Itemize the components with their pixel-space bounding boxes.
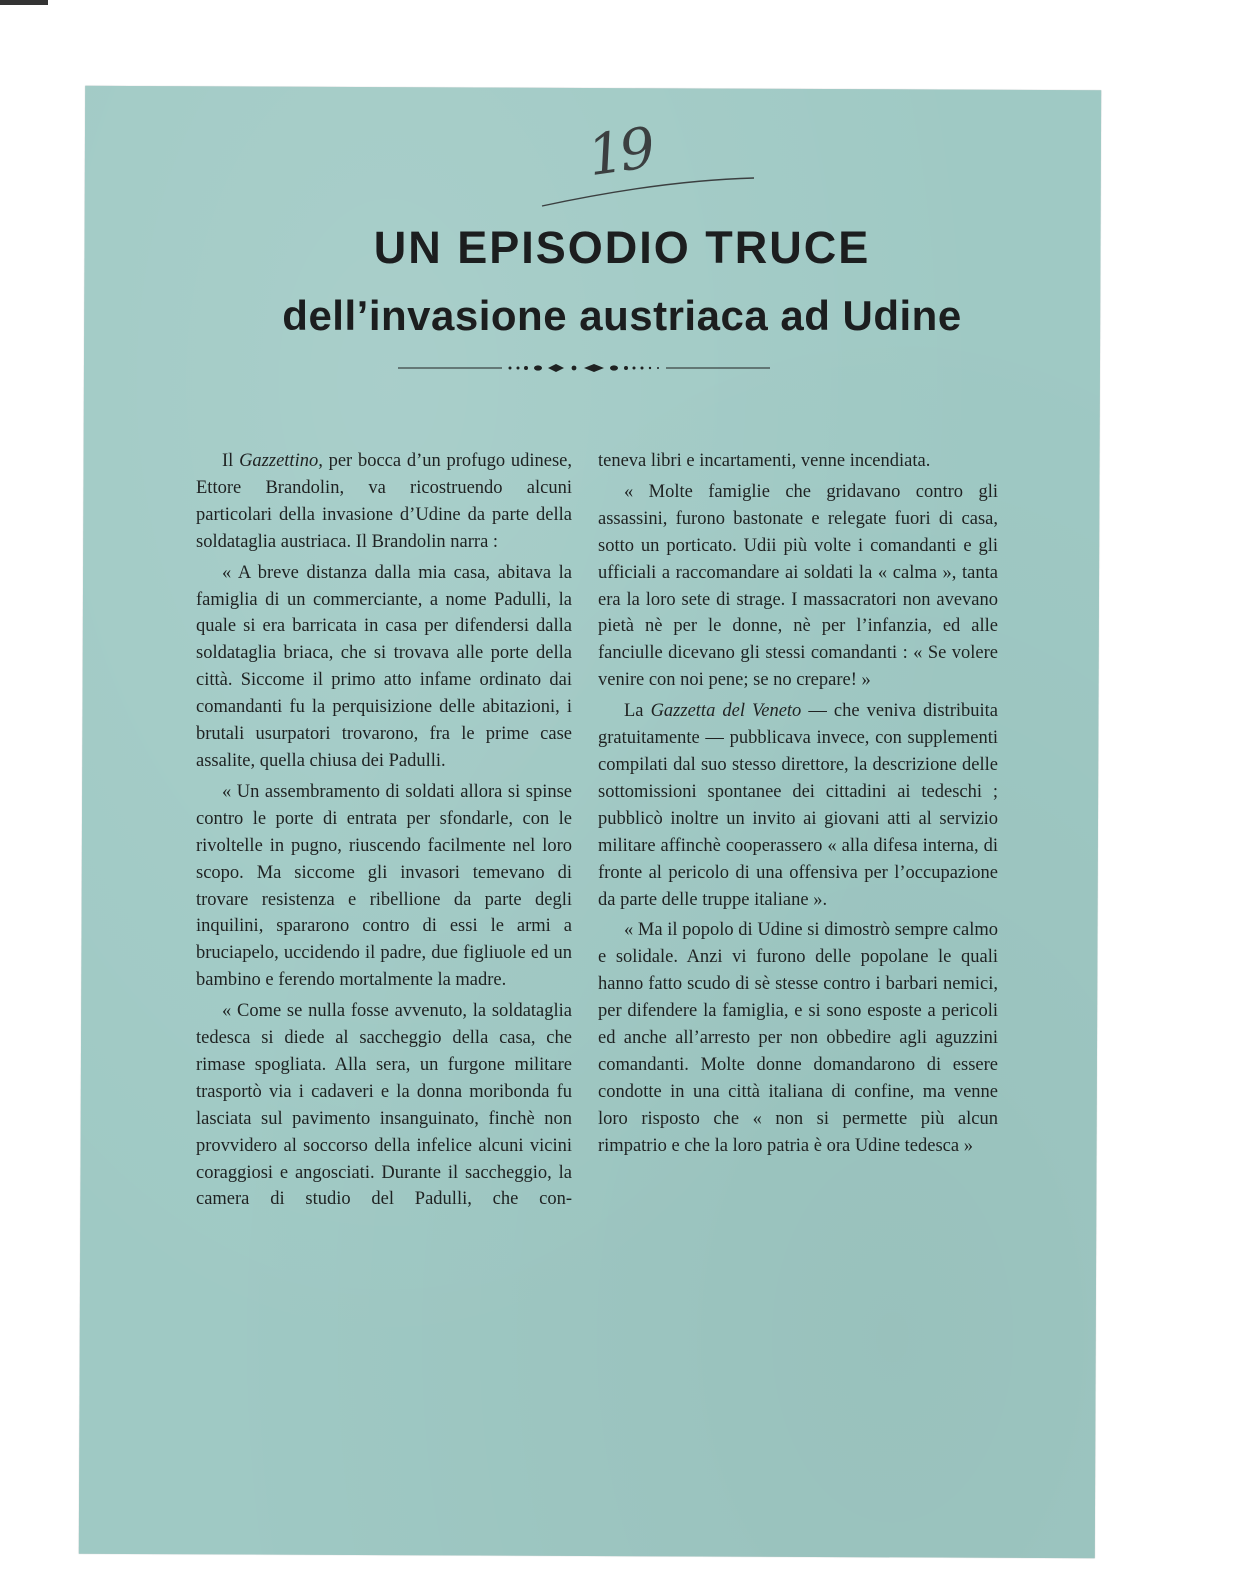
paragraph: « Come se nulla fosse avvenuto, la soldataglia tedesca si diede al saccheggio della casa, che rimase spogliata. Alla sera, un furgone militare trasportò via i cadaveri e la donna moribonda fu lasciata sul pavimento insanguinato, finchè non provvidero al soccorso della infelice alcuni vicini coraggiosi e angosciati. Durante il saccheggio, la camera di studio del Padulli, che con- — [196, 1001, 572, 1210]
ornamental-rule — [398, 358, 770, 383]
paragraph-text: — che veniva distribuita gratuitamente — pubblicava invece, con supplementi compilati dal suo stesso direttore, la descrizione delle sottomissioni spontanee dei cittadini ai tedeschi ; pubblicò inoltre un invito ai giovani atti al servizio militare affinchè cooperassero « alla difesa interna, di fronte al pericolo di una offensiva per l’occupazione da parte delle truppe italiane ». — [598, 701, 998, 910]
paragraph-text: La — [624, 701, 651, 722]
article-column-left — [196, 448, 572, 1217]
newspaper-name: Gazzettino, — [239, 451, 323, 471]
headline: UN EPISODIO TRUCE — [373, 222, 871, 273]
subheadline: dell’invasione austriaca ad Udine — [282, 292, 962, 339]
paragraph: « Ma il popolo di Udine si dimostrò sempre calmo e solidale. Anzi vi furono delle popolane le quali hanno fatto scudo di sè stesse contro i barbari nemici, per difendere la famiglia, e si sono esposte a pericoli ed anche all’arresto per non obbedire agli aguzzini comandanti. Molte donne domandarono di essere condotte in una città italiana di confine, ma venne loro risposto che « non si permette più alcun rimpatrio e che la loro patria è ora Udine tedesca » — [598, 920, 998, 1156]
paragraph: teneva libri e incartamenti, venne incendiata. — [598, 451, 931, 471]
scan-edge-mark — [0, 0, 48, 5]
handwritten-page-number: 19 — [583, 115, 656, 190]
paragraph — [598, 698, 998, 913]
paragraph: « Un assembramento di soldati allora si spinse contro le porte di entrata per sfondarle, con le rivoltelle in pugno, riuscendo facilmente nel loro scopo. Ma siccome gli invasori temevano di trovare resistenza e ribellione da parte degli inquilini, spararono contro di essi le armi a bruciapelo, uccidendo il padre, due figliuole ed un bambino e ferendo mortalmente la madre. — [196, 781, 572, 991]
paragraph: « Molte famiglie che gridavano contro gli assassini, furono bastonate e relegate fuori di casa, sotto un porticato. Udii più volte i comandanti e gli ufficiali a raccomandare ai soldati la « calma », tanta era la loro sete di strage. I massacratori non avevano pietà nè per le donne, nè per l’infanzia, ed alle fanciulle dicevano gli stessi comandanti : « Se volere venire con noi pene; se no crepare! » — [598, 481, 998, 691]
paragraph: « A breve distanza dalla mia casa, abitava la famiglia di un commerciante, a nome Padulli, la quale si era barricata in casa per difendersi dalla soldataglia briaca, che si trovava alle porte della città. Siccome il primo atto infame ordinato dai comandanti fu la perquisizione delle abitazioni, i brutali usurpatori trovarono, fra le prime case assalite, quella chiusa dei Padulli. — [196, 562, 572, 771]
newspaper-name: Gazzetta del Veneto — [650, 701, 802, 722]
article-column-right — [598, 448, 998, 1164]
paragraph-text: Il — [222, 451, 240, 471]
paragraph — [196, 448, 572, 556]
paragraph-text: per bocca d’un profugo udinese, Ettore Brandolin, va ricostruendo alcuni particolari della invasione d’Udine da parte della soldataglia austriaca. Il Brandolin narra : — [196, 451, 572, 552]
